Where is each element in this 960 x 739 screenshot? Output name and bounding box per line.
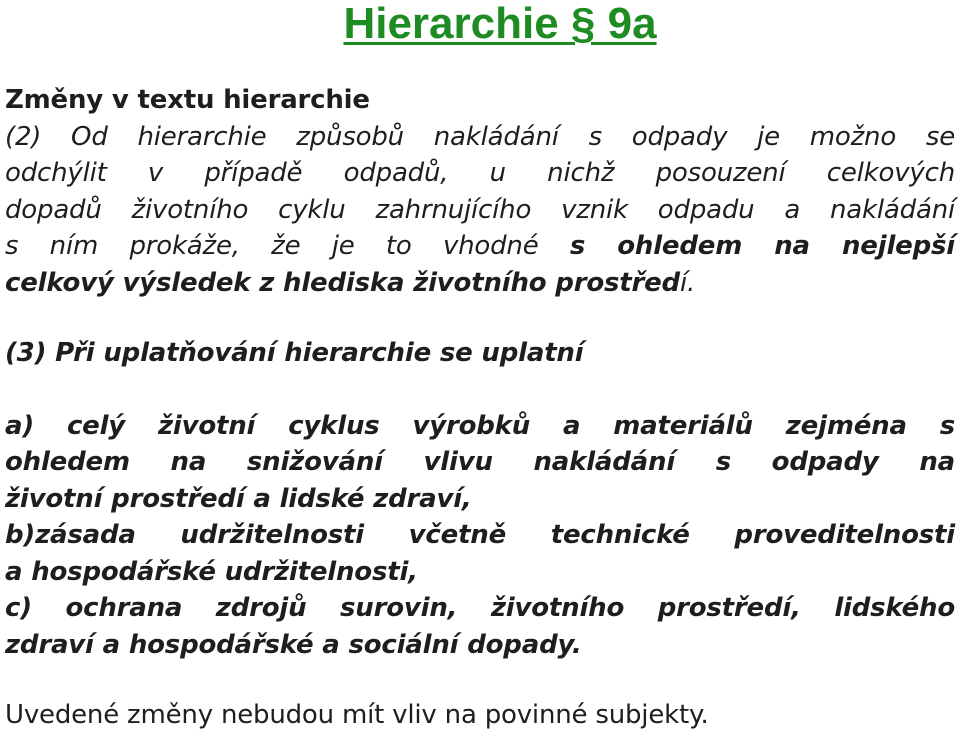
- list-item-a-line-1: a) celý životní cyklus výrobků a materiálů zejména s: [5, 410, 955, 441]
- list-item-a-line-2: ohledem na snižování vlivu nakládání s odpady na: [5, 447, 955, 477]
- footer-note: Uvedené změny nebudou mít vliv na povinné subjekty.: [5, 700, 709, 730]
- list-item-b-line-1: b)zásada udržitelnosti včetně technické proveditelnosti: [5, 520, 955, 550]
- paragraph-3-intro: (3) Při uplatňování hierarchie se uplatní: [5, 338, 584, 368]
- criteria-list: [5, 408, 955, 664]
- paragraph-2-line-4: [5, 228, 955, 265]
- section-heading: Změny v textu hierarchie: [5, 85, 370, 115]
- slide-title: Hierarchie § 9a: [343, 0, 657, 48]
- list-item-b-line-2: a hospodářské udržitelnosti,: [5, 556, 418, 587]
- paragraph-2-line-4-emphasis: s ohledem na nejlepší: [569, 231, 955, 261]
- slide-content: [5, 82, 955, 734]
- paragraph-2-line-4-plain: s ním prokáže, že je to vhodné: [5, 231, 570, 261]
- paragraph-2-line-3: dopadů životního cyklu zahrnujícího vznik odpadu a nakládání: [5, 194, 955, 225]
- paragraph-2-line-5-plain: í.: [679, 267, 696, 298]
- paragraph-2-line-5: [5, 265, 955, 302]
- paragraph-2-line-2: odchýlit v případě odpadů, u nichž posouzení celkových: [5, 158, 955, 188]
- paragraph-2: [5, 119, 955, 302]
- paragraph-2-line-5-emphasis: celkový výsledek z hlediska životního prostřed: [5, 267, 680, 298]
- list-item-c-line-1: c) ochrana zdrojů surovin, životního prostředí, lidského: [5, 593, 955, 623]
- paragraph-2-line-1: (2) Od hierarchie způsobů nakládání s odpady je možno se: [5, 121, 955, 152]
- list-item-c-line-2: zdraví a hospodářské a sociální dopady.: [5, 629, 582, 660]
- list-item-a-line-3: životní prostředí a lidské zdraví,: [5, 483, 472, 514]
